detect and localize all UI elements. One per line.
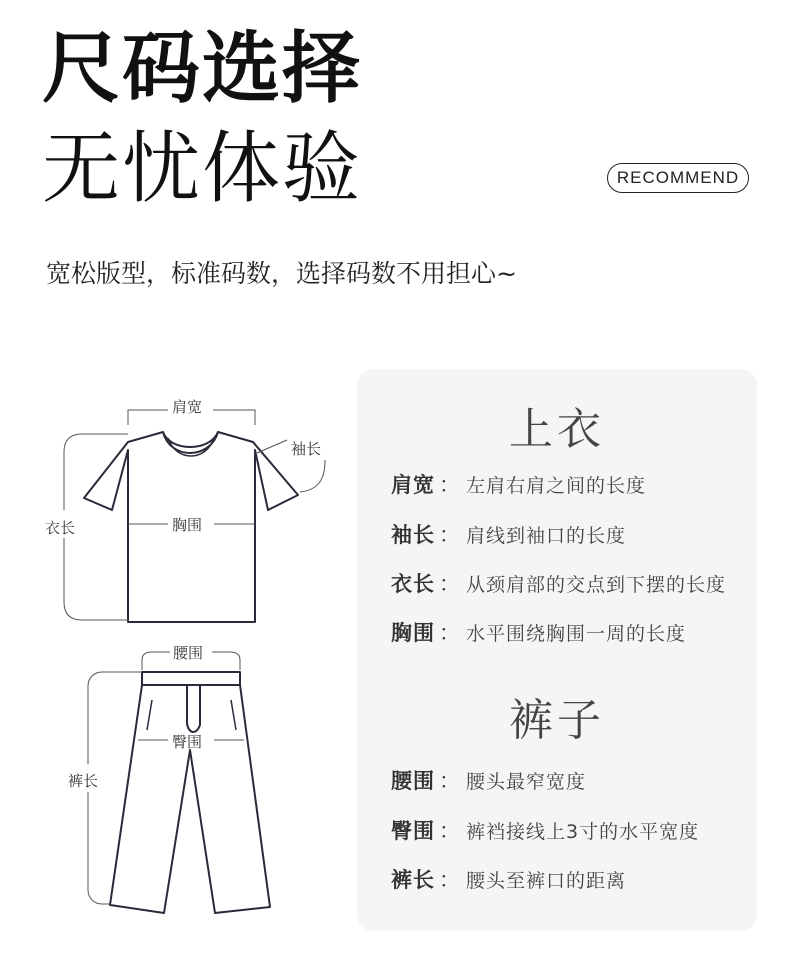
spec-label: 袖长 <box>391 523 435 547</box>
page-subtitle: 无忧体验 <box>42 124 363 214</box>
spec-row-length <box>391 568 726 598</box>
spec-row-shoulder <box>391 469 646 499</box>
spec-colon: ： <box>439 523 460 547</box>
spec-colon: ： <box>439 572 460 596</box>
spec-desc: 裤裆接线上3寸的水平宽度 <box>466 821 700 843</box>
page-title: 尺码选择 <box>42 24 363 114</box>
spec-colon: ： <box>439 769 460 793</box>
pants-section-title: 裤子 <box>509 695 605 746</box>
spec-colon: ： <box>439 868 460 892</box>
recommend-badge <box>607 163 749 193</box>
pants-length-label: 裤长 <box>68 772 99 790</box>
top-section-title: 上衣 <box>509 404 605 455</box>
spec-row-chest <box>391 617 686 647</box>
spec-desc: 腰头至裤口的距离 <box>466 870 627 892</box>
spec-colon: ： <box>439 473 460 497</box>
spec-row-hip <box>391 815 699 845</box>
spec-desc: 水平围绕胸围一周的长度 <box>466 623 687 645</box>
tagline: 宽松版型，标准码数，选择码数不用担心~ <box>46 259 517 288</box>
spec-label: 裤长 <box>391 868 435 892</box>
waist-label: 腰围 <box>173 644 204 662</box>
spec-desc: 从颈肩部的交点到下摆的长度 <box>466 574 727 596</box>
spec-colon: ： <box>439 621 460 645</box>
spec-colon: ： <box>439 819 460 843</box>
pants-illustration <box>110 672 270 913</box>
size-spec-panel <box>357 369 757 931</box>
spec-desc: 腰头最窄宽度 <box>466 771 587 793</box>
shoulder-label: 肩宽 <box>172 398 203 416</box>
spec-desc: 左肩右肩之间的长度 <box>466 475 647 497</box>
chest-label: 胸围 <box>172 516 203 534</box>
spec-label: 衣长 <box>391 572 435 596</box>
hip-label: 臀围 <box>172 733 203 751</box>
spec-row-waist <box>391 765 586 795</box>
spec-label: 腰围 <box>391 769 435 793</box>
recommend-badge-label: RECOMMEND <box>616 168 740 187</box>
spec-row-pants-length <box>391 864 626 894</box>
spec-label: 肩宽 <box>391 473 435 497</box>
spec-row-sleeve <box>391 519 626 549</box>
length-label: 衣长 <box>45 519 76 537</box>
spec-label: 臀围 <box>391 819 435 843</box>
measurement-diagram <box>0 370 357 930</box>
sleeve-label: 袖长 <box>291 440 322 458</box>
spec-label: 胸围 <box>391 621 435 645</box>
spec-desc: 肩线到袖口的长度 <box>466 525 627 547</box>
